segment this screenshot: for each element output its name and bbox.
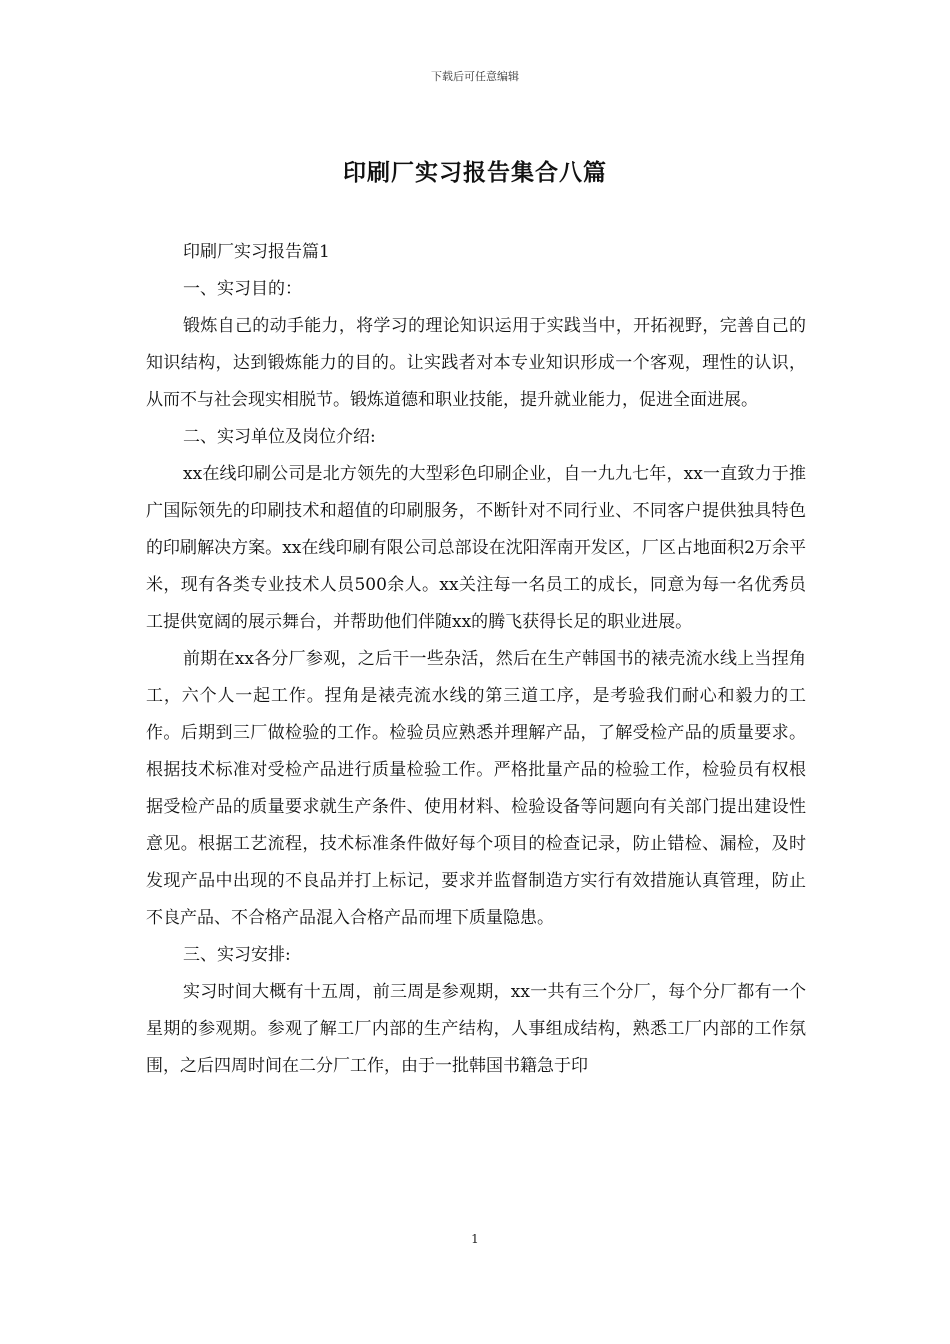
paragraph-unit-intro: xx在线印刷公司是北方领先的大型彩色印刷企业，自一九九七年，xx一直致力于推广国际领先的印刷技术和超值的印刷服务，不断针对不同行业、不同客户提供独具特色的印刷解决方案。xx在线印刷有限公司总部设在沈阳浑南开发区，厂区占地面积2万余平米，现有各类专业技术人员500余人。xx关注每一名员工的成长，同意为每一名优秀员工提供宽阔的展示舞台，并帮助他们伴随xx的腾飞获得长足的职业进展。: [146, 464, 806, 632]
page-number: 1: [471, 1232, 479, 1246]
paragraph-work-details: 前期在xx各分厂参观，之后干一些杂活，然后在生产韩国书的裱壳流水线上当捏角工，六个人一起工作。捏角是裱壳流水线的第三道工序，是考验我们耐心和毅力的工作。后期到三厂做检验的工作。检验员应熟悉并理解产品，了解受检产品的质量要求。根据技术标准对受检产品进行质量检验工作。严格批量产品的检验工作，检验员有权根据受检产品的质量要求就生产条件、使用材料、检验设备等问题向有关部门提出建设性意见。根据工艺流程，技术标准条件做好每个项目的检查记录，防止错检、漏检，及时发现产品中出现的不良品并打上标记，要求并监督制造方实行有效措施认真管理，防止不良产品、不合格产品混入合格产品而埋下质量隐患。: [146, 649, 806, 928]
document-title: 印刷厂实习报告集合八篇: [343, 160, 607, 186]
document-body: [146, 234, 806, 1085]
section-heading-report-1: 印刷厂实习报告篇1: [183, 242, 330, 262]
paragraph-purpose: 锻炼自己的动手能力，将学习的理论知识运用于实践当中，开拓视野，完善自己的知识结构，达到锻炼能力的目的。让实践者对本专业知识形成一个客观，理性的认识，从而不与社会现实相脱节。锻炼道德和职业技能，提升就业能力，促进全面进展。: [146, 316, 806, 410]
section-heading-schedule: 三、实习安排:: [183, 945, 291, 965]
section-heading-purpose: 一、实习目的：: [183, 279, 302, 299]
paragraph-schedule: 实习时间大概有十五周，前三周是参观期，xx一共有三个分厂，每个分厂都有一个星期的参观期。参观了解工厂内部的生产结构，人事组成结构，熟悉工厂内部的工作氛围，之后四周时间在二分厂工作，由于一批韩国书籍急于印: [146, 982, 806, 1076]
section-heading-unit: 二、实习单位及岗位介绍:: [183, 427, 376, 447]
header-note: 下载后可任意编辑: [431, 70, 519, 83]
